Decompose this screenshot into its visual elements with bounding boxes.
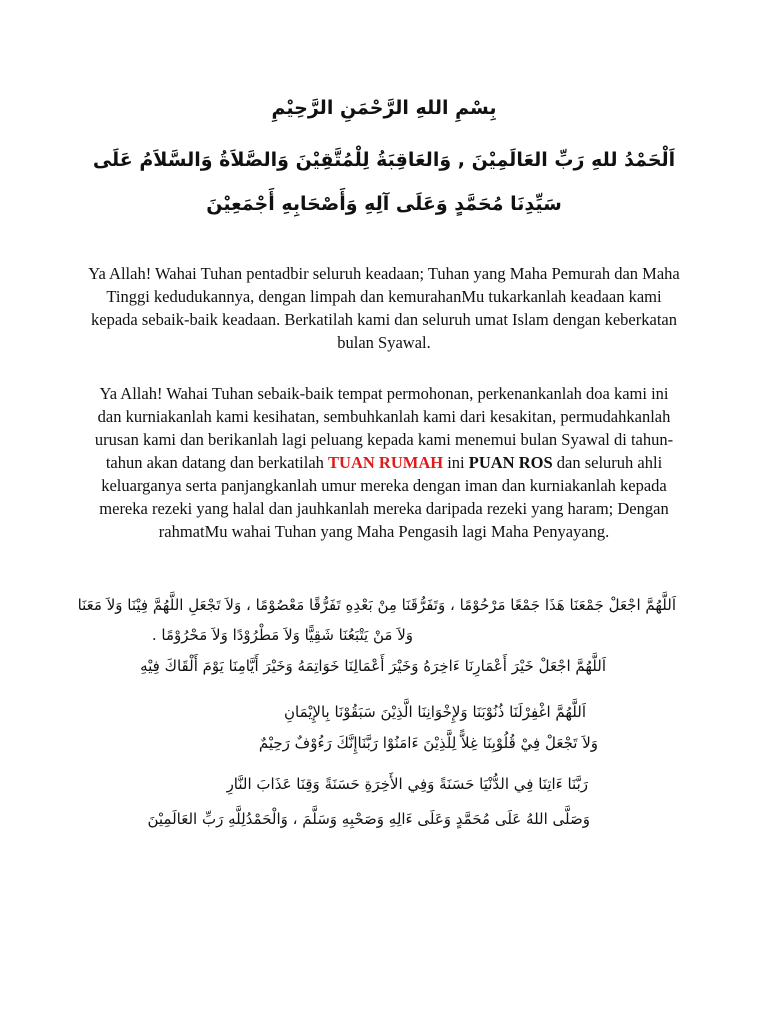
paragraph-2 [88,382,680,543]
puan-ros-highlight: PUAN ROS [468,453,553,472]
doa-line-6: رَبَّنَا ءَاتِنَا فِي الدُّنْيَا حَسَنَةً وَفِي الأَخِرَةِ حَسَنَةً وَقِنَا عَذَابَ النَّارِ [226,775,588,793]
doa-line-7: وَصَلَّى اللهُ عَلَى مُحَمَّدٍ وَعَلَى ءَالِهِ وَصَحْبِهِ وَسَلَّمَ ، وَالْحَمْدُلِلَّهِ رَبِّ العَالَمِيْنَ [147,810,590,828]
hamd-opening: اَلْحَمْدُ للهِ رَبِّ العَالَمِيْنَ , وَالعَاقِبَةُ لِلْمُتَّقِيْنَ وَالصَّلاَةُ وَالسَّلاَمُ عَلَى سَيِّدِنَا مُحَمَّدٍ وَعَلَى آلِهِ وَأَصْحَابِهِ أَجْمَعِيْنَ [92,149,676,215]
tuan-rumah-highlight: TUAN RUMAH [328,453,444,472]
doa-line-5: وَلاَ تَجْعَلْ فِيْ قُلُوْبِنَا غِلاًّ لِلَّذِيْنَ ءَامَنُوْا رَبَّنَاإِنَّكَ رَءُوْفٌ رَحِيْمٌ [258,734,598,752]
paragraph-2-part3: dan seluruh ahli keluarganya serta panjangkanlah umur mereka dengan iman dan kurniakanlah kepada mereka rezeki yang halal dan jauhkanlah mereka daripada rezeki yang haram; Dengan rahmatMu wahai Tuhan yang Maha Pengasih lagi Maha Penyayang. [99,453,669,541]
bismillah-heading: بِسْمِ اللهِ الرَّحْمَنِ الرَّحِيْمِ [271,97,497,119]
paragraph-2-part2: ini [443,453,469,472]
doa-line-1: اَللَّهُمَّ اجْعَلْ جَمْعَنَا هَذَا جَمْعًا مَرْحُوْمًا ، وَتَفَرُّقَنَا مِنْ بَعْدِهِ تَفَرُّقًا مَعْصُوْمًا ، وَلاَ تَجْعَلِ اللَّهُمَّ فِيْنَا وَلاَ مَعَنَا [77,596,676,614]
paragraph-1: Ya Allah! Wahai Tuhan pentadbir seluruh keadaan; Tuhan yang Maha Pemurah dan Maha Tinggi kedudukannya, dengan limpah dan kemurahanMu tukarkanlah keadaan kami kepada sebaik-baik keadaan. Berkatilah kami dan seluruh umat Islam dengan keberkatan bulan Syawal. [88,264,680,352]
doa-line-4: اَللَّهُمَّ اغْفِرْلَنَا ذُنُوْبَنَا وَلإِخْوَانِنَا الَّذِيْنَ سَبَقُوْنَا بِالإِيْمَانِ [284,703,586,721]
paragraph-2-part1: Ya Allah! Wahai Tuhan sebaik-baik tempat permohonan, perkenankanlah doa kami ini dan kurniakanlah kami kesihatan, sembuhkanlah kami dari kesakitan, permudahkanlah urusan kami dan berikanlah lagi peluang kepada kami menemui bulan Syawal di tahun-tahun akan datang dan berkatilah [94,384,674,472]
doa-line-2: وَلاَ مَنْ يَتْبَعُنَا شَقِيًّا وَلاَ مَطْرُوْدًا وَلاَ مَحْرُوْمًا . [151,626,413,644]
doa-line-3: اَللَّهُمَّ اجْعَلْ خَيْرَ أَعْمَارِنَا ءَاخِرَهُ وَخَيْرَ أَعْمَالِنَا خَوَاتِمَهُ وَخَيْرَ أَيَّامِنَا يَوْمَ أَلْقَاكَ فِيْهِ [140,657,606,675]
